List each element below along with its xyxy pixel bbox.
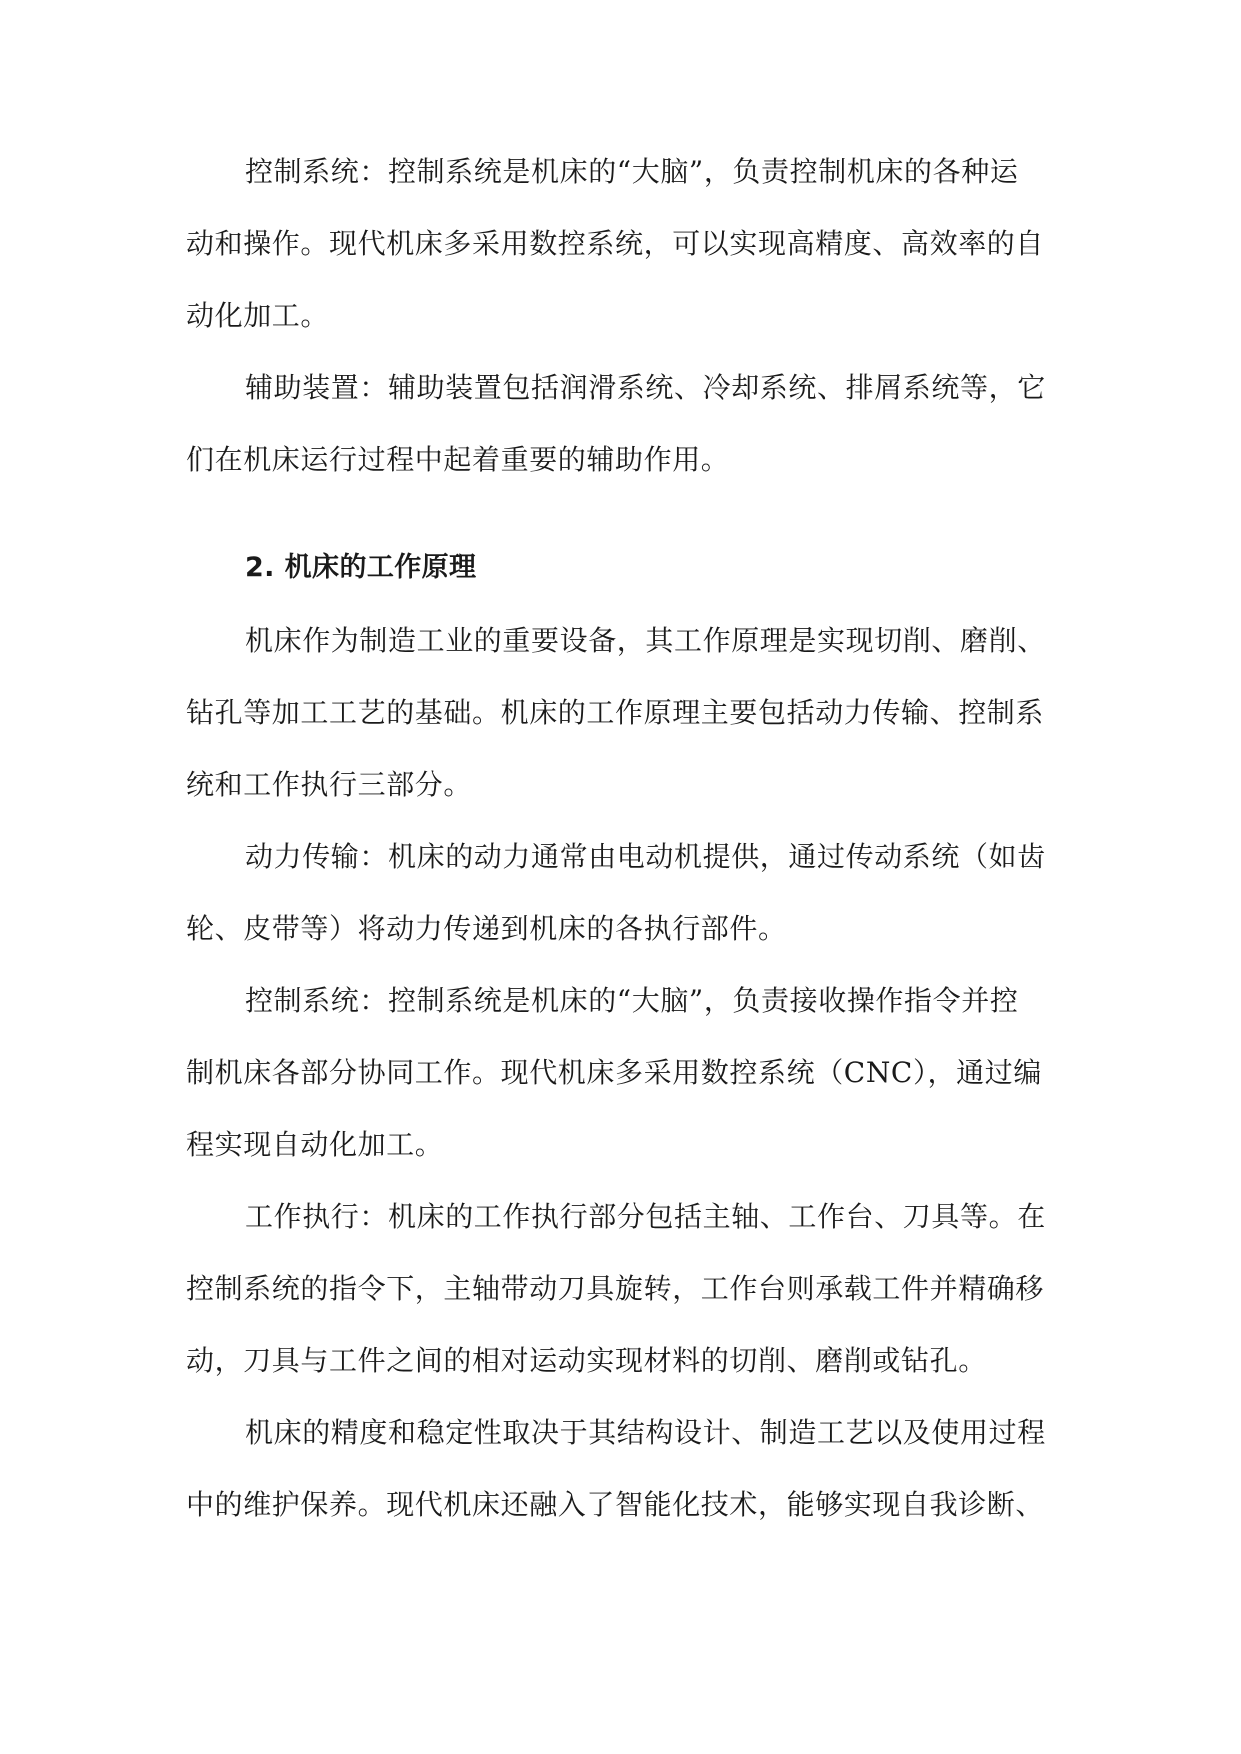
- section-heading: 2. 机床的工作原理: [245, 552, 477, 583]
- paragraph-line: 动化加工。: [186, 299, 330, 332]
- paragraph-line: 制机床各部分协同工作。现代机床多采用数控系统（CNC），通过编: [186, 1056, 1042, 1089]
- paragraph-line: 程实现自动化加工。: [186, 1128, 444, 1161]
- paragraph-line: 工作执行：机床的工作执行部分包括主轴、工作台、刀具等。在: [245, 1200, 1046, 1233]
- paragraph-line: 中的维护保养。现代机床还融入了智能化技术，能够实现自我诊断、: [186, 1488, 1045, 1521]
- paragraph-line: 机床的精度和稳定性取决于其结构设计、制造工艺以及使用过程: [245, 1416, 1046, 1449]
- paragraph-line: 辅助装置：辅助装置包括润滑系统、冷却系统、排屑系统等，它: [245, 371, 1046, 404]
- paragraph-line: 统和工作执行三部分。: [186, 768, 473, 801]
- paragraph-line: 控制系统：控制系统是机床的“大脑”，负责控制机床的各种运: [245, 155, 1019, 188]
- paragraph-line: 动和操作。现代机床多采用数控系统，可以实现高精度、高效率的自: [186, 227, 1045, 260]
- paragraph-line: 钻孔等加工工艺的基础。机床的工作原理主要包括动力传输、控制系: [186, 696, 1045, 729]
- paragraph-line: 控制系统：控制系统是机床的“大脑”，负责接收操作指令并控: [245, 984, 1019, 1017]
- paragraph-line: 控制系统的指令下，主轴带动刀具旋转，工作台则承载工件并精确移: [186, 1272, 1045, 1305]
- paragraph-line: 动，刀具与工件之间的相对运动实现材料的切削、磨削或钻孔。: [186, 1344, 987, 1377]
- paragraph-line: 动力传输：机床的动力通常由电动机提供，通过传动系统（如齿: [245, 840, 1046, 873]
- paragraph-line: 轮、皮带等）将动力传递到机床的各执行部件。: [186, 912, 787, 945]
- paragraph-line: 们在机床运行过程中起着重要的辅助作用。: [186, 443, 730, 476]
- paragraph-line: 机床作为制造工业的重要设备，其工作原理是实现切削、磨削、: [245, 624, 1046, 657]
